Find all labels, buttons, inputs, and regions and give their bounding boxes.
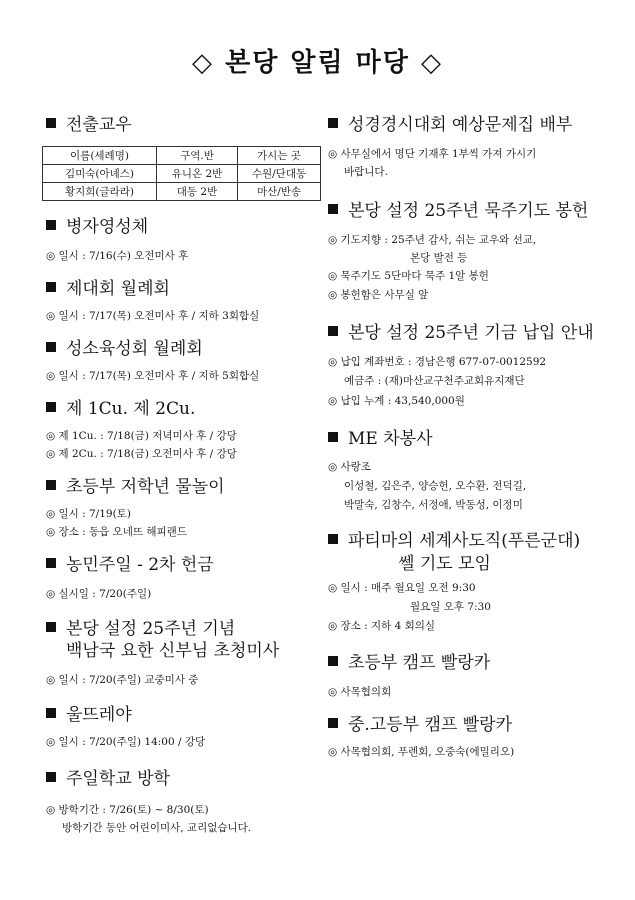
bullet-square-icon <box>46 402 56 412</box>
bullet-square-icon <box>328 656 338 666</box>
info-line: ◎ 사목협의회, 푸렌회, 오중숙(에밀리오) <box>328 746 515 758</box>
table-header: 가시는 곳 <box>238 147 321 165</box>
info-line: ◎ 장소 : 지하 4 회의실 <box>328 620 436 632</box>
section-heading-me: ME 차봉사 <box>328 424 433 449</box>
info-line: ◎ 납입 누계 : 43,540,000원 <box>328 395 465 407</box>
section-heading-bible-quiz: 성경경시대회 예상문제집 배부 <box>328 110 572 135</box>
info-line: ◎ 실시일 : 7/20(주일) <box>46 588 152 600</box>
table-cell: 김미숙(아녜스) <box>43 165 157 183</box>
bullet-square-icon <box>46 558 56 568</box>
section-heading-altar-meeting: 제대회 월례회 <box>46 274 170 299</box>
info-line: 본당 발전 등 <box>410 252 468 264</box>
info-line: ◎ 장소 : 동읍 오네뜨 해피랜드 <box>46 526 187 538</box>
section-heading-fund: 본당 설정 25주년 기금 납입 안내 <box>328 318 594 343</box>
info-line: 바랍니다. <box>344 166 388 178</box>
info-line: ◎ 납입 계좌번호 : 경남은행 677-07-0012592 <box>328 356 547 368</box>
bullet-square-icon <box>46 118 56 128</box>
info-line: 방학기간 동안 어린이미사, 교리없습니다. <box>62 822 252 834</box>
table-header-row <box>43 147 321 165</box>
section-heading-ultreya: 울뜨레야 <box>46 700 132 725</box>
table-cell: 유니온 2반 <box>157 165 238 183</box>
bullet-square-icon <box>46 282 56 292</box>
bullet-square-icon <box>46 480 56 490</box>
section-heading-fatima: 파티마의 세계사도직(푸른군대) <box>328 526 580 551</box>
section-heading-school-vacation: 주일학교 방학 <box>46 764 170 789</box>
bullet-square-icon <box>328 718 338 728</box>
info-line: ◎ 일시 : 매주 월요일 오전 9:30 <box>328 582 476 594</box>
section-heading-farmers-sunday: 농민주일 - 2차 헌금 <box>46 550 214 575</box>
bullet-square-icon <box>328 432 338 442</box>
section-heading-water-play: 초등부 저학년 물놀이 <box>46 472 225 497</box>
bullet-square-icon <box>46 772 56 782</box>
table-cell: 대동 2반 <box>157 183 238 201</box>
info-line: 예금주 : (재)마산교구천주교회유지재단 <box>344 375 525 387</box>
bullet-square-icon <box>328 204 338 214</box>
table-header: 이름(세례명) <box>43 147 157 165</box>
info-line: ◎ 제 2Cu. : 7/18(금) 오전미사 후 / 강당 <box>46 448 237 460</box>
info-line: 박말숙, 김창수, 서정애, 박동성, 이정미 <box>344 499 523 511</box>
section-heading-cu: 제 1Cu. 제 2Cu. <box>46 394 195 419</box>
info-line: ◎ 사목협의회 <box>328 686 392 698</box>
section-heading-elementary-camp: 초등부 캠프 빨랑카 <box>328 648 490 673</box>
section-heading-anniversary-mass: 본당 설정 25주년 기념 <box>46 614 235 639</box>
info-line: ◎ 방학기간 : 7/26(토) ~ 8/30(토) <box>46 804 209 816</box>
info-line: ◎ 일시 : 7/16(수) 오전미사 후 <box>46 250 189 262</box>
table-cell: 수원/단대동 <box>238 165 321 183</box>
section-heading-anniversary-mass-line2: 백남국 요한 신부님 초청미사 <box>66 641 280 661</box>
bullet-square-icon <box>46 342 56 352</box>
info-line: ◎ 일시 : 7/17(목) 오전미사 후 / 지하 5회합실 <box>46 370 260 382</box>
transfer-table <box>42 146 321 201</box>
info-line: ◎ 봉헌함은 사무실 앞 <box>328 289 429 301</box>
bullet-square-icon <box>46 708 56 718</box>
info-line: ◎ 기도지향 : 25주년 감사, 쉬는 교우와 선교, <box>328 234 537 246</box>
info-line: 이성철, 김은주, 양승헌, 오수환, 전덕길, <box>344 480 527 492</box>
section-heading-rosary: 본당 설정 25주년 묵주기도 봉헌 <box>328 196 588 221</box>
info-line: 월요일 오후 7:30 <box>410 601 491 613</box>
table-header: 구역.반 <box>157 147 238 165</box>
info-line: ◎ 사무실에서 명단 기재후 1부씩 가져 가시기 <box>328 148 537 160</box>
info-line: ◎ 사랑조 <box>328 461 371 473</box>
info-line: ◎ 일시 : 7/19(토) <box>46 508 131 520</box>
bullet-square-icon <box>46 622 56 632</box>
info-line: ◎ 일시 : 7/20(주일) 14:00 / 강당 <box>46 736 206 748</box>
info-line: ◎ 제 1Cu. : 7/18(금) 저녁미사 후 / 강당 <box>46 430 237 442</box>
section-heading-youth-camp: 중.고등부 캠프 빨랑카 <box>328 710 512 735</box>
bullet-square-icon <box>46 220 56 230</box>
info-line: ◎ 일시 : 7/17(목) 오전미사 후 / 지하 3회합실 <box>46 310 260 322</box>
table-cell: 황지희(글라라) <box>43 183 157 201</box>
section-heading-vocation-meeting: 성소육성회 월례회 <box>46 334 203 359</box>
bullet-square-icon <box>328 118 338 128</box>
info-line: ◎ 일시 : 7/20(주일) 교중미사 중 <box>46 674 199 686</box>
page-title: ◇ 본당 알림 마당 ◇ <box>192 48 443 78</box>
table-row <box>43 183 321 201</box>
section-heading-transfer: 전출교우 <box>46 110 132 135</box>
table-cell: 마산/반송 <box>238 183 321 201</box>
bullet-square-icon <box>328 534 338 544</box>
section-heading-fatima-line2: 쎌 기도 모임 <box>398 554 491 574</box>
info-line: ◎ 묵주기도 5단마다 묵주 1알 봉헌 <box>328 270 489 282</box>
bullet-square-icon <box>328 326 338 336</box>
table-row <box>43 165 321 183</box>
section-heading-sick-communion: 병자영성체 <box>46 212 148 237</box>
